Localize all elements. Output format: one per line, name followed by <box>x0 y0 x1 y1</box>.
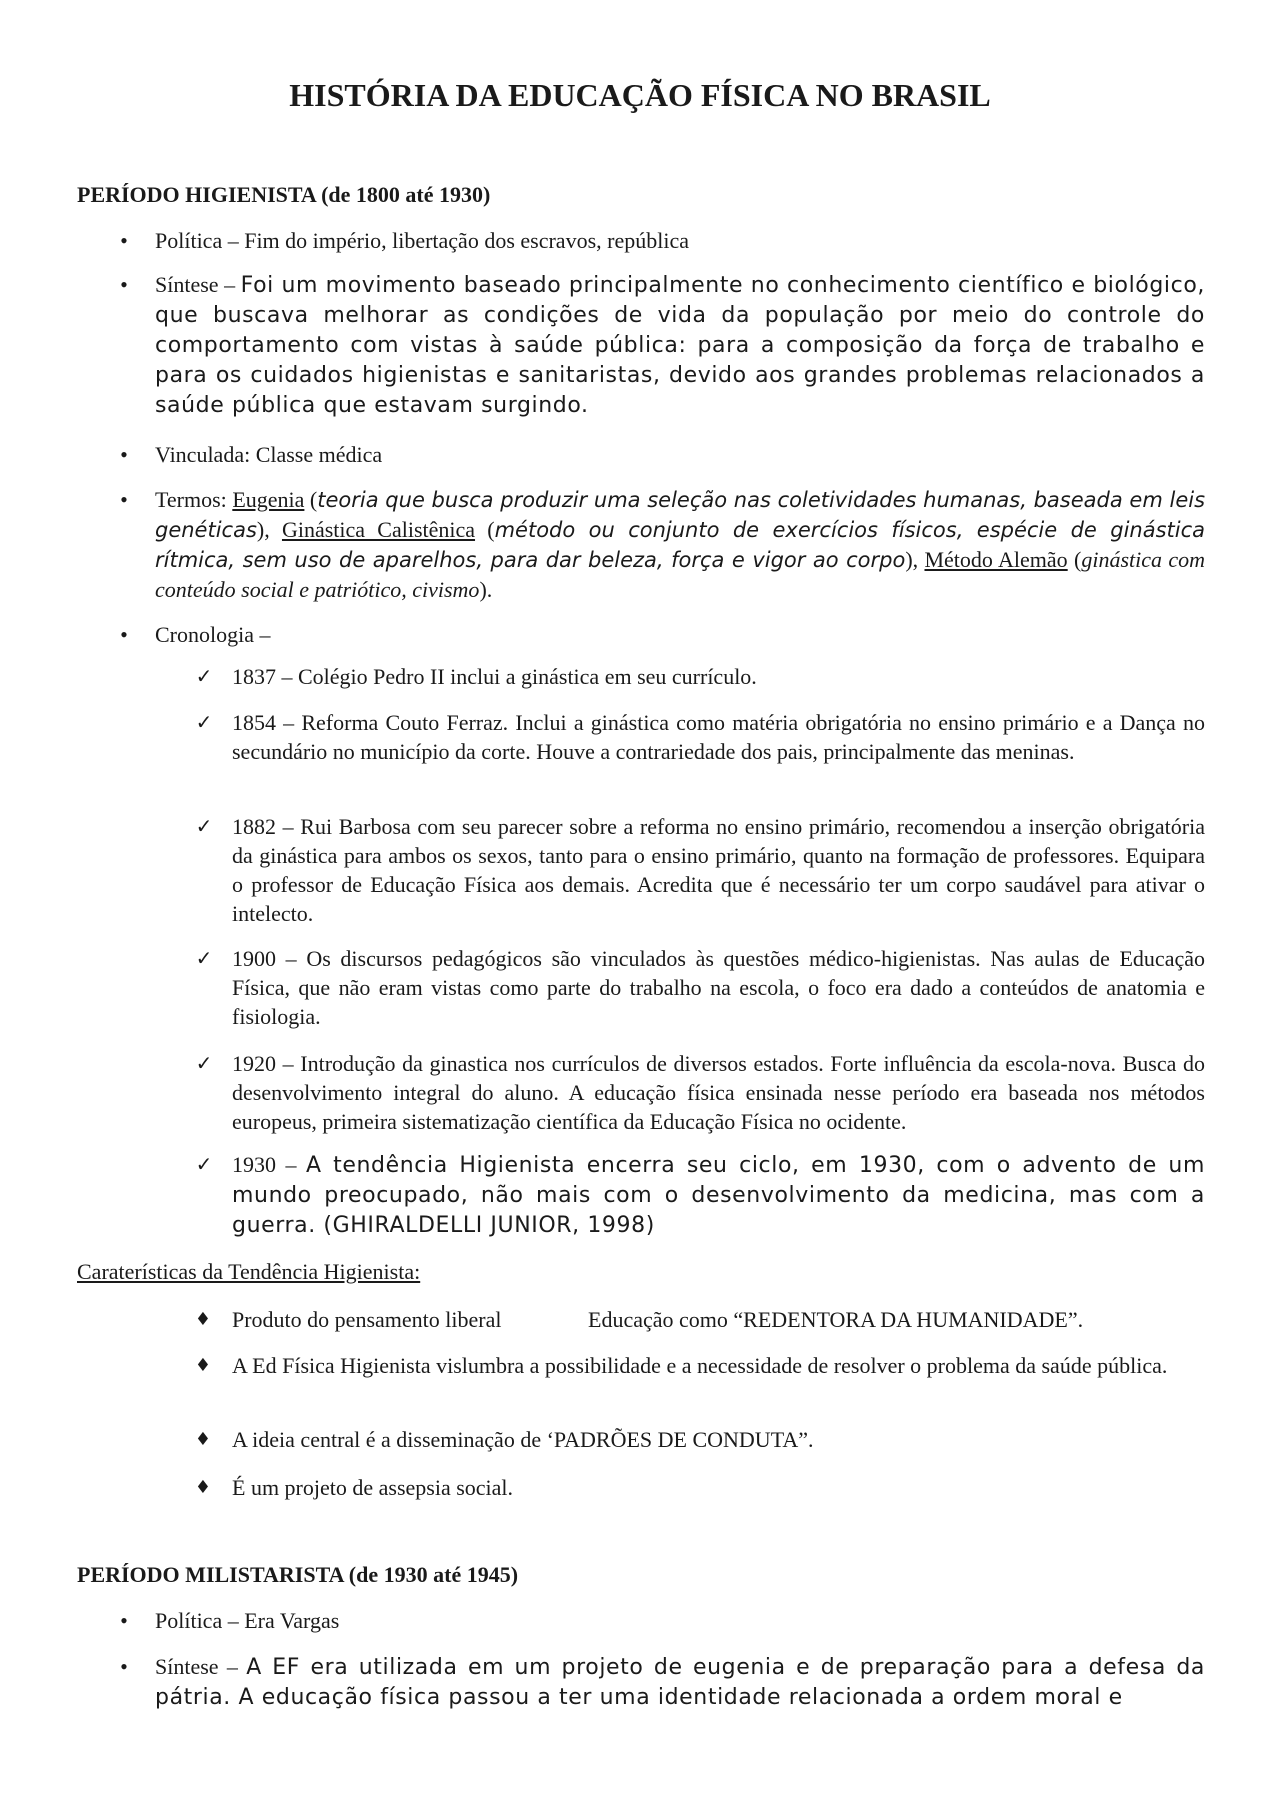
termos-label: Termos: <box>155 487 233 512</box>
caracteristica-item: A Ed Física Higienista vislumbra a possibilidade e a necessidade de resolver o problema da saúde pública. <box>232 1353 1168 1378</box>
check-icon: ✓ <box>195 814 213 838</box>
section-heading-higienista: PERÍODO HIGIENISTA (de 1800 até 1930) <box>77 182 491 207</box>
bullet-marker: • <box>120 228 128 253</box>
caracteristica-item: É um projeto de assepsia social. <box>232 1475 514 1500</box>
punct: ). <box>479 577 493 602</box>
bullet-marker: • <box>120 1654 128 1679</box>
check-icon: ✓ <box>195 664 213 688</box>
sintese-text: Foi um movimento baseado principalmente no conhecimento científico e biológico, que buscava melhorar as condições de vida da população por meio do controle do comportamento com vistas à saúde pública: para a composição da força de trabalho e para os cuidados higienistas e sanitaristas, devido aos grandes problemas relacionados a saúde pública que estavam surgindo. <box>155 273 1205 418</box>
page-title: HISTÓRIA DA EDUCAÇÃO FÍSICA NO BRASIL <box>289 77 991 113</box>
punct: ( <box>304 487 318 512</box>
diamond-icon: ♦ <box>194 1477 212 1498</box>
diamond-icon: ♦ <box>194 1309 212 1330</box>
bullet-marker: • <box>120 622 128 647</box>
sintese-text: A EF era utilizada em um projeto de eugenia e de preparação para a defesa da pátria. A educação física passou a ter uma identidade relacionada a ordem moral e <box>155 1655 1205 1710</box>
punct: ( <box>1067 547 1082 572</box>
caracteristica-item <box>232 1305 1205 1334</box>
punct: ), <box>256 517 282 542</box>
check-icon: ✓ <box>195 946 213 970</box>
timeline-entry-1930 <box>232 1150 1205 1240</box>
timeline-entry: 1837 – Colégio Pedro II inclui a ginástica em seu currículo. <box>232 664 757 689</box>
punct: ), <box>905 547 925 572</box>
timeline-year: 1930 – <box>232 1152 306 1177</box>
politica-item: Política – Era Vargas <box>155 1608 340 1633</box>
term-eugenia: Eugenia <box>232 487 305 512</box>
caracteristica-item: A ideia central é a disseminação de ‘PADRÕES DE CONDUTA”. <box>232 1427 814 1452</box>
bullet-marker: • <box>120 442 128 467</box>
timeline-entry: 1882 – Rui Barbosa com seu parecer sobre a reforma no ensino primário, recomendou a inserção obrigatória da ginástica para ambos os sexos, tanto para o ensino primário, quanto na formação de professores. Equipara o professor de Educação Física aos demais. Acredita que é necessário ter um corpo saudável para ativar o intelecto. <box>232 814 1205 926</box>
check-icon: ✓ <box>195 1152 213 1176</box>
vinculada-item: Vinculada: Classe médica <box>155 442 383 467</box>
caracteristicas-heading: Caraterísticas da Tendência Higienista: <box>77 1259 421 1284</box>
termos-item <box>155 485 1205 604</box>
politica-item: Política – Fim do império, libertação dos escravos, república <box>155 228 689 253</box>
term-calistenica-definition: método ou conjunto de exercícios físicos, espécie de ginástica rítmica, sem uso de aparelhos, para dar beleza, força e vigor ao corpo <box>155 518 1206 572</box>
check-icon: ✓ <box>195 710 213 734</box>
section-heading-militarista: PERÍODO MILISTARISTA (de 1930 até 1945) <box>77 1562 519 1587</box>
sintese-label: Síntese – <box>155 272 241 297</box>
bullet-marker: • <box>120 272 128 297</box>
check-icon: ✓ <box>195 1051 213 1075</box>
term-eugenia-definition: teoria que busca produzir uma seleção nas coletividades humanas, baseada em leis genéticas <box>155 488 1206 542</box>
term-metodo-alemao-definition: ginástica com conteúdo social e patriótico, civismo <box>155 547 1205 602</box>
bullet-marker: • <box>120 1608 128 1633</box>
diamond-icon: ♦ <box>194 1355 212 1376</box>
timeline-entry: 1920 – Introdução da ginastica nos currículos de diversos estados. Forte influência da escola-nova. Busca do desenvolvimento integral do aluno. A educação física ensinada nesse período era baseada nos métodos europeus, primeira sistematização científica da Educação Física no ocidente. <box>232 1051 1205 1134</box>
caracteristica-text: Educação como “REDENTORA DA HUMANIDADE”. <box>588 1307 1084 1332</box>
term-metodo-alemao: Método Alemão <box>924 547 1068 572</box>
caracteristica-text: Produto do pensamento liberal <box>232 1307 502 1332</box>
term-calistenica: Ginástica Calistênica <box>281 517 476 542</box>
punct: ( <box>475 517 495 542</box>
bullet-marker: • <box>120 487 128 512</box>
sintese-label: Síntese – <box>155 1654 247 1679</box>
sintese-item <box>155 270 1205 420</box>
sintese-item <box>155 1652 1205 1712</box>
timeline-entry: 1854 – Reforma Couto Ferraz. Inclui a ginástica como matéria obrigatória no ensino primário e a Dança no secundário no município da corte. Houve a contrariedade dos pais, principalmente das meninas. <box>232 710 1205 764</box>
diamond-icon: ♦ <box>194 1429 212 1450</box>
cronologia-item: Cronologia – <box>155 622 271 647</box>
timeline-entry: 1900 – Os discursos pedagógicos são vinculados às questões médico-higienistas. Nas aulas de Educação Física, que não eram vistas como parte do trabalho na escola, o foco era dado a conteúdos de anatomia e fisiologia. <box>232 946 1205 1029</box>
timeline-text: A tendência Higienista encerra seu ciclo, em 1930, com o advento de um mundo preocupado, não mais com o desenvolvimento da medicina, mas com a guerra. (GHIRALDELLI JUNIOR, 1998) <box>232 1153 1206 1238</box>
